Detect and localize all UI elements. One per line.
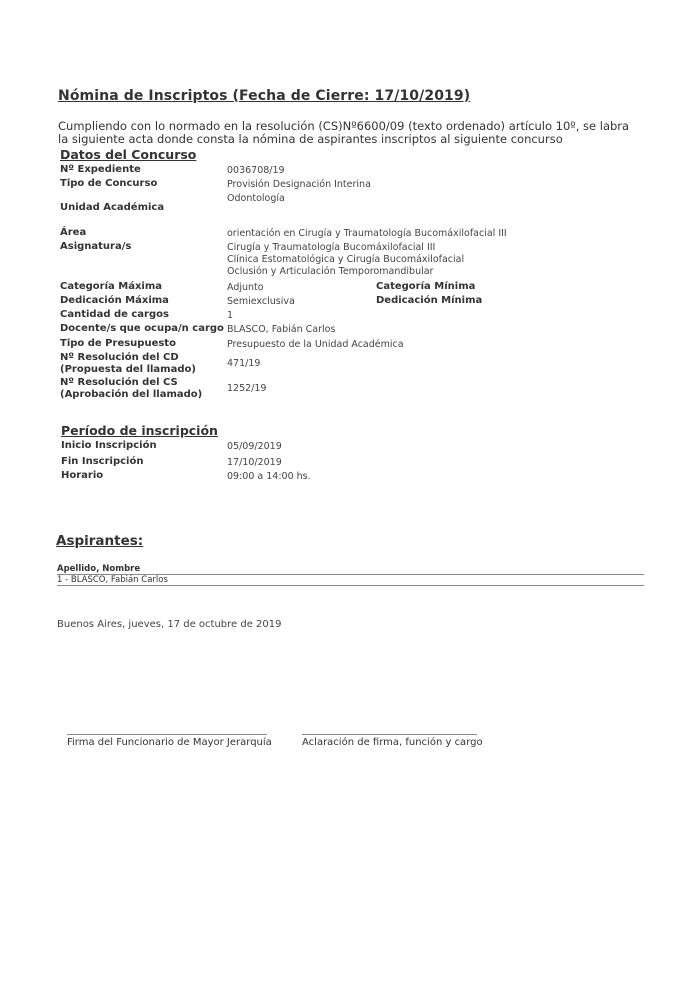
categoria-maxima-value: Adjunto <box>227 282 264 293</box>
cantidad-cargos-label: Cantidad de cargos <box>60 309 169 320</box>
docente-label: Docente/s que ocupa/n cargo <box>60 323 224 334</box>
tipo-concurso-value: Provisión Designación Interina <box>227 179 371 190</box>
aspirante-row: 1 - BLASCO, Fabián Carlos <box>57 575 168 585</box>
resolucion-cs-label: Nº Resolución del CS <box>60 377 178 388</box>
asignatura-label: Asignatura/s <box>60 241 132 252</box>
presupuesto-value: Presupuesto de la Unidad Académica <box>227 339 404 350</box>
resolucion-cd-sublabel: (Propuesta del llamado) <box>60 364 196 375</box>
presupuesto-label: Tipo de Presupuesto <box>60 338 176 349</box>
row-divider <box>57 585 644 586</box>
asignatura-item: Cirugía y Traumatología Bucomáxilofacial III <box>227 242 436 253</box>
asignatura-item: Oclusión y Articulación Temporomandibular <box>227 266 434 277</box>
aclaracion-firma-label: Aclaración de firma, función y cargo <box>302 737 483 748</box>
tipo-concurso-label: Tipo de Concurso <box>60 178 158 189</box>
intro-paragraph: Cumpliendo con lo normado en la resolución (CS)Nº6600/09 (texto ordenado) artículo 10º, se labra la siguiente acta donde consta la nómina de aspirantes inscriptos al siguiente concurso <box>58 119 630 146</box>
aclaracion-line <box>302 734 477 735</box>
unidad-academica-label: Unidad Académica <box>60 202 165 213</box>
dedicacion-maxima-value: Semiexclusiva <box>227 296 295 307</box>
expediente-label: Nº Expediente <box>60 164 141 175</box>
categoria-maxima-label: Categoría Máxima <box>60 281 163 292</box>
lugar-fecha: Buenos Aires, jueves, 17 de octubre de 2019 <box>57 619 282 630</box>
docente-value: BLASCO, Fabián Carlos <box>227 324 336 335</box>
resolucion-cs-value: 1252/19 <box>227 383 267 394</box>
expediente-value: 0036708/19 <box>227 165 285 176</box>
horario-label: Horario <box>61 470 104 481</box>
resolucion-cs-sublabel: (Aprobación del llamado) <box>60 389 203 400</box>
resolucion-cd-label: Nº Resolución del CD <box>60 352 179 363</box>
inicio-inscripcion-label: Inicio Inscripción <box>61 440 157 451</box>
asignatura-item: Clínica Estomatológica y Cirugía Bucomáxilofacial <box>227 254 465 265</box>
fin-inscripcion-label: Fin Inscripción <box>61 456 144 467</box>
inicio-inscripcion-value: 05/09/2019 <box>227 441 282 452</box>
resolucion-cd-value: 471/19 <box>227 358 261 369</box>
section-aspirantes: Aspirantes: <box>56 533 144 549</box>
firma-funcionario-label: Firma del Funcionario de Mayor Jerarquía <box>67 737 272 748</box>
area-value: orientación en Cirugía y Traumatología Bucomáxilofacial III <box>227 228 507 239</box>
unidad-academica-value: Odontología <box>227 193 285 204</box>
aspirantes-column-header: Apellido, Nombre <box>57 564 141 574</box>
section-periodo-inscripcion: Período de inscripción <box>61 423 218 438</box>
cantidad-cargos-value: 1 <box>227 310 234 321</box>
dedicacion-maxima-label: Dedicación Máxima <box>60 295 169 306</box>
dedicacion-minima-label: Dedicación Mínima <box>376 295 483 306</box>
area-label: Área <box>60 227 87 238</box>
fin-inscripcion-value: 17/10/2019 <box>227 457 282 468</box>
page-title: Nómina de Inscriptos (Fecha de Cierre: 17/10/2019) <box>58 88 471 104</box>
horario-value: 09:00 a 14:00 hs. <box>227 471 311 482</box>
firma-line <box>67 734 267 735</box>
section-datos-concurso: Datos del Concurso <box>60 147 197 162</box>
categoria-minima-label: Categoría Mínima <box>376 281 476 292</box>
